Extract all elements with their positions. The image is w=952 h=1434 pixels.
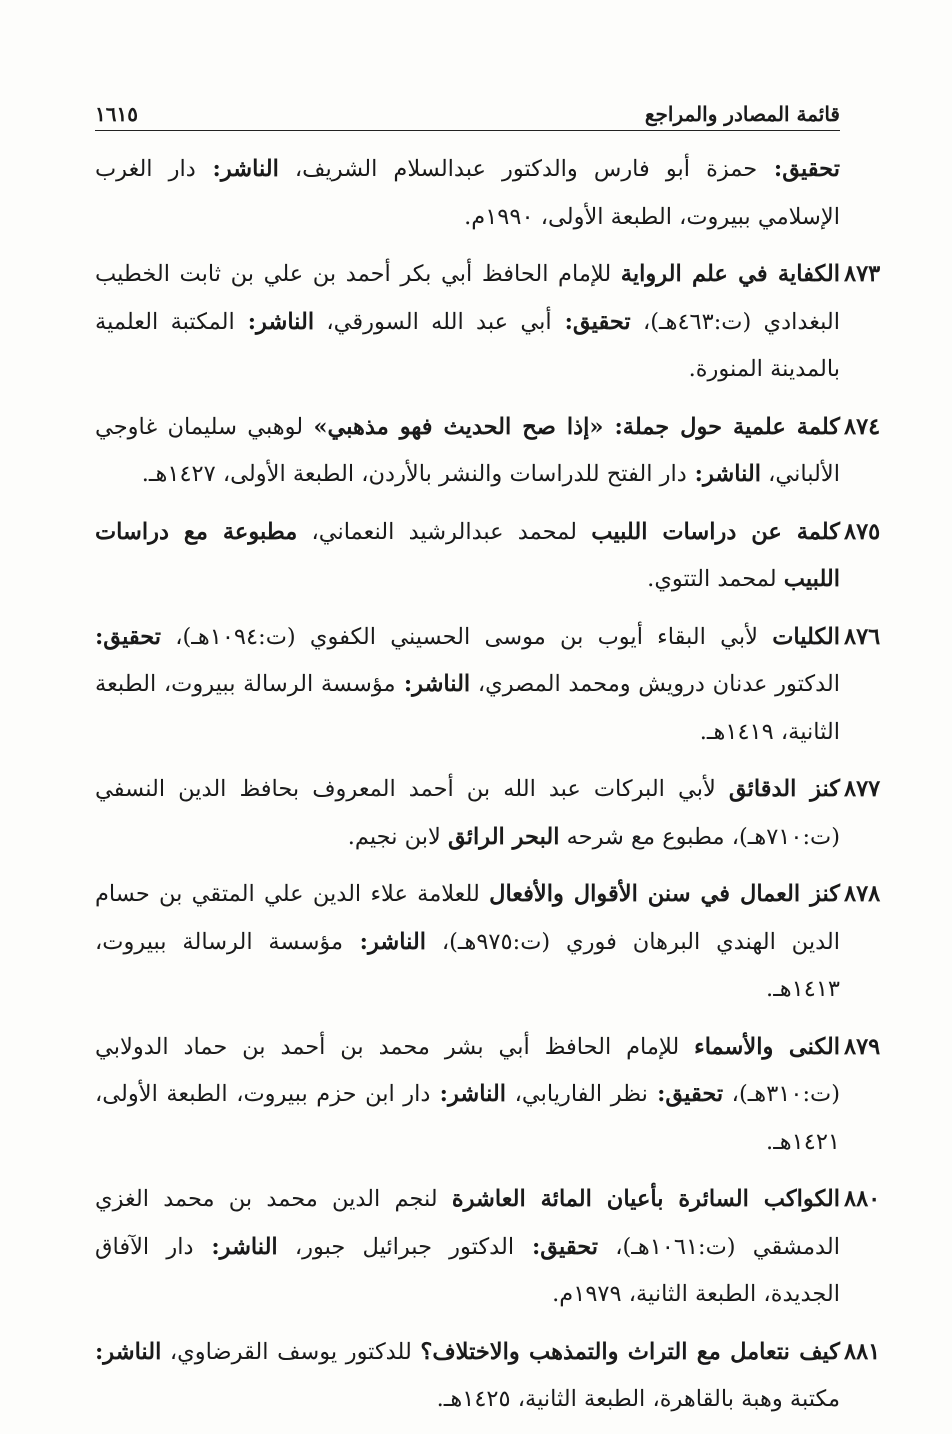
entry-text: المكتبة العلمية بالمدينة المنورة. (95, 308, 840, 382)
entry-text: لأبي البركات عبد الله بن أحمد المعروف بحافظ الدين النسفي (ت:٧١٠هـ)، مطبوع مع شرحه (95, 776, 840, 850)
label-tahqiq: تحقيق: (95, 623, 162, 650)
label-publisher: الناشر: (95, 1338, 162, 1365)
entry-title: كنز الدقائق (728, 776, 840, 802)
references-list (95, 146, 881, 1434)
entry-title: كلمة عن دراسات اللبيب (591, 518, 840, 545)
entry-title: الكليات (772, 623, 840, 650)
entry-text: لأبي البقاء أيوب بن موسى الحسيني الكفوي (ت:١٠٩٤هـ)، (161, 623, 773, 650)
reference-entry (95, 1329, 881, 1424)
label-publisher: الناشر: (195, 156, 279, 182)
entry-title-secondary: مطبوعة مع دراسات اللبيب (95, 518, 840, 592)
label-tahqiq: تحقيق: (551, 308, 631, 335)
entry-text: لوهبي سليمان غاوجي الألباني، (95, 413, 840, 487)
label-publisher: الناشر: (686, 461, 761, 487)
entry-title: الكنى والأسماء (694, 1033, 840, 1060)
label-tahqiq: تحقيق: (514, 1233, 598, 1260)
entry-text: لمحمد التتوي. (647, 566, 784, 592)
reference-entry (95, 404, 881, 499)
label-publisher: الناشر: (395, 671, 471, 697)
entry-number: ٨٧٣ (844, 261, 881, 287)
entry-text: مكتبة وهبة بالقاهرة، الطبعة الثانية، ١٤٢٥هـ. (436, 1386, 840, 1412)
entry-text: لنجم الدين محمد بن محمد الغزي الدمشقي (ت:١٠٦١هـ)، (95, 1186, 840, 1260)
entry-text: لابن نجيم. (347, 823, 448, 850)
reference-entry (95, 1024, 881, 1167)
entry-number: ٨٨١ (844, 1338, 881, 1365)
entry-text: دار الفتح للدراسات والنشر بالأردن، الطبعة الأولى، ١٤٢٧هـ. (141, 461, 687, 487)
label-tahqiq: تحقيق: (647, 1081, 724, 1107)
entry-text: للإمام الحافظ أبي بكر أحمد بن علي بن ثابت الخطيب البغدادي (ت:٤٦٣هـ)، (95, 261, 840, 335)
entry-title: كلمة علمية حول جملة: «إذا صح الحديث فهو مذهبي» (313, 413, 840, 440)
reference-entry (95, 766, 881, 861)
reference-entry (95, 1176, 881, 1319)
running-header (95, 92, 840, 131)
entry-number: ٨٧٨ (844, 881, 881, 907)
entry-number: ٨٧٦ (844, 623, 881, 650)
entry-title: كيف نتعامل مع التراث والتمذهب والاختلاف؟ (420, 1338, 840, 1365)
reference-entry (95, 509, 881, 604)
entry-number: ٨٧٧ (844, 776, 881, 802)
entry-text: دار الآفاق الجديدة، الطبعة الثانية، ١٩٧٩م. (95, 1233, 840, 1307)
entry-text: الدكتور جبرائيل جبور، (277, 1233, 515, 1260)
header-title: قائمة المصادر والمراجع (644, 102, 840, 126)
entry-text: للإمام الحافظ أبي بشر محمد بن أحمد بن حماد الدولابي (ت:٣١٠هـ)، (95, 1033, 840, 1107)
entry-title: الكفاية في علم الرواية (620, 261, 840, 287)
entry-text: مؤسسة الرسالة ببيروت، الطبعة الثانية، ١٤١٩هـ. (95, 671, 840, 745)
entry-text: لمحمد عبدالرشيد النعماني، (297, 518, 592, 545)
reference-entry-continued (95, 146, 840, 241)
page-number: ١٦١٥ (95, 102, 138, 126)
entry-text: أبي عبد الله السورقي، (314, 308, 552, 335)
entry-number: ٨٧٤ (844, 413, 881, 440)
entry-number: ٨٨٠ (844, 1186, 881, 1212)
label-publisher: الناشر: (193, 1233, 278, 1260)
entry-text: للدكتور يوسف القرضاوي، (161, 1338, 421, 1365)
entry-text: حمزة أبو فارس والدكتور عبدالسلام الشريف، (278, 156, 758, 182)
label-publisher: الناشر: (234, 308, 315, 335)
entry-text: مؤسسة الرسالة ببيروت، ١٤١٣هـ. (95, 928, 840, 1002)
reference-entry (95, 251, 881, 394)
entry-text: نظر الفاريابي، (506, 1081, 648, 1107)
reference-entry (95, 871, 881, 1014)
entry-number: ٨٧٥ (844, 518, 881, 545)
entry-title: كنز العمال في سنن الأقوال والأفعال (489, 881, 840, 907)
label-tahqiq: تحقيق: (757, 156, 840, 182)
entry-title-secondary: البحر الرائق (448, 823, 560, 850)
entry-title: الكواكب السائرة بأعيان المائة العاشرة (451, 1186, 840, 1212)
reference-entry (95, 614, 881, 757)
entry-text: دار الغرب الإسلامي ببيروت، الطبعة الأولى، ١٩٩٠م. (95, 156, 840, 230)
entry-text: دار ابن حزم ببيروت، الطبعة الأولى، ١٤٢١هـ. (95, 1081, 840, 1155)
label-publisher: الناشر: (343, 928, 426, 955)
entry-text: للعلامة علاء الدين علي المتقي بن حسام الدين الهندي البرهان فوري (ت:٩٧٥هـ)، (95, 881, 840, 955)
entry-text: الدكتور عدنان درويش ومحمد المصري، (470, 671, 840, 697)
label-publisher: الناشر: (430, 1081, 507, 1107)
entry-number: ٨٧٩ (844, 1033, 881, 1060)
